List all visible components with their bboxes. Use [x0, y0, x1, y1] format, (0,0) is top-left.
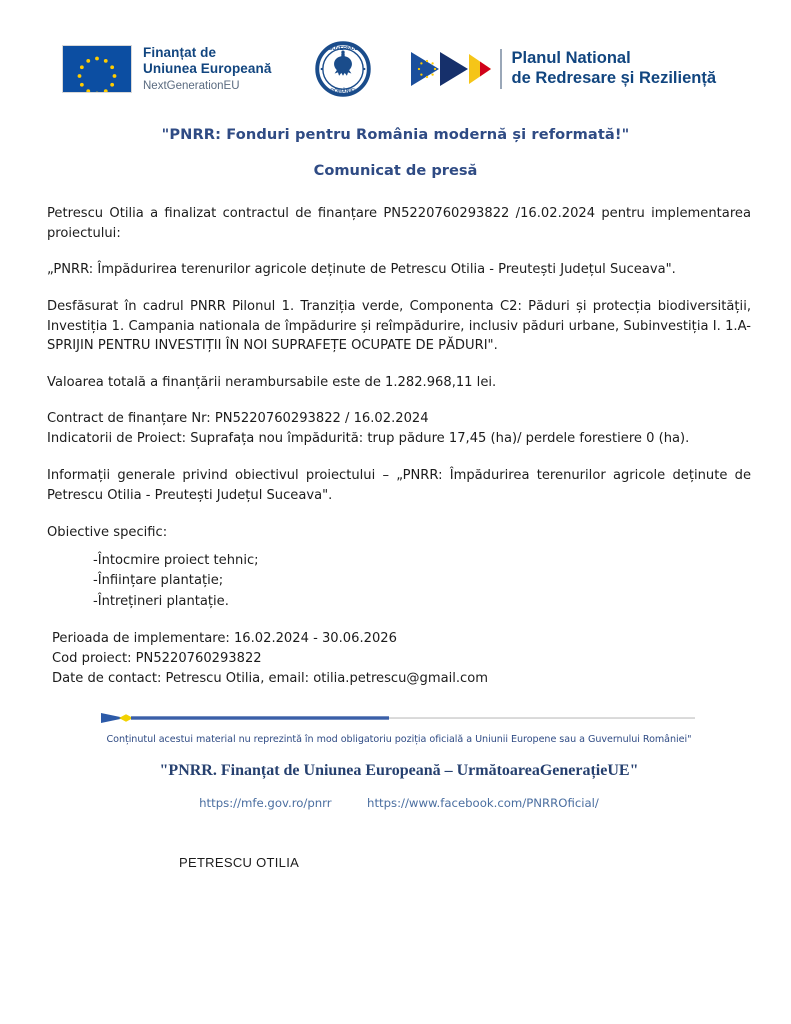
- pnrr-logo: [409, 47, 716, 91]
- project-indicators-line: Indicatorii de Proiect: Suprafața nou împădurită: trup pădure 17,45 (ha)/ perdele forestiere 0 (ha).: [47, 431, 690, 447]
- eu-logo-line1: Finanțat de: [143, 44, 217, 60]
- paragraph-general-info: Informații generale privind obiectivul proiectului – „PNRR: Împădurirea terenurilor agricole deținute de Petrescu Otilia - Preutești Județul Suceava".: [47, 468, 751, 503]
- contract-number-line: Contract de finanțare Nr: PN5220760293822 / 16.02.2024: [47, 411, 429, 427]
- contact-details: [47, 629, 751, 689]
- list-item: -Întocmire proiect tehnic;: [93, 553, 259, 569]
- document-body: [0, 204, 791, 870]
- footer-heading: "PNRR. Finanțat de Uniunea Europeană – UrmătoareaGenerațieUE": [159, 761, 639, 779]
- signature-name: PETRESCU OTILIA: [179, 854, 300, 870]
- eu-logo-line3: NextGenerationEU: [143, 79, 240, 92]
- eu-logo-line2: Uniunea Europeană: [143, 60, 272, 76]
- project-code-line: Cod proiect: PN5220760293822: [52, 650, 262, 666]
- contact-email-line: Date de contact: Petrescu Otilia, email: otilia.petrescu@gmail.com: [52, 670, 488, 686]
- pnrr-arrows-icon: [409, 47, 495, 91]
- link-mfe-pnrr[interactable]: https://mfe.gov.ro/pnrr: [199, 795, 332, 810]
- implementation-period-line: Perioada de implementare: 16.02.2024 - 30.06.2026: [52, 631, 397, 647]
- divider-arrow-icon: [99, 711, 699, 725]
- contract-details: [47, 409, 751, 449]
- pnrr-logo-text: [511, 49, 716, 89]
- objectives-title: Obiective specific:: [47, 524, 168, 540]
- paragraph-total-value: Valoarea totală a finanțării nerambursabile este de 1.282.968,11 lei.: [47, 374, 497, 390]
- eu-stars-icon: [63, 46, 131, 92]
- document-subtitle: Comunicat de presă: [313, 162, 478, 179]
- list-item: -Întrețineri plantație.: [93, 593, 229, 609]
- eu-funding-logo: [62, 45, 271, 93]
- document-footer: [47, 711, 751, 810]
- list-item: -Înființare plantație;: [93, 573, 224, 589]
- paragraph-project-name: „PNRR: Împădurirea terenurilor agricole deținute de Petrescu Otilia - Preutești Județul Suceava".: [47, 262, 676, 278]
- pnrr-logo-divider: [500, 49, 502, 89]
- footer-disclaimer: Conținutul acestui material nu reprezintă în mod obligatoriu poziția oficială a Uniunii Europene sau a Guvernului României": [106, 733, 692, 745]
- svg-text:ROMÂNIEI: ROMÂNIEI: [330, 88, 357, 95]
- paragraph-framework: Desfăsurat în cadrul PNRR Pilonul 1. Tranziția verde, Componenta C2: Păduri și protecția biodiversității, Investiția 1. Campania nationala de împădurire și reîmpădurire, inclusiv păduri urbane, Subinvestiția I. 1.A- SPRIJIN PENTRU INVESTIȚII ÎN NOI SUPRAFEȚE OCUPATE DE PĂDURI".: [47, 298, 751, 354]
- pnrr-logo-line1: Planul National: [511, 49, 631, 68]
- eu-flag-icon: [62, 45, 132, 93]
- paragraph-intro: Petrescu Otilia a finalizat contractul de finanțare PN5220760293822 /16.02.2024 pentru implementarea proiectului:: [47, 206, 751, 241]
- link-facebook-pnrr[interactable]: https://www.facebook.com/PNRROficial/: [367, 795, 599, 810]
- svg-text:GUVERNUL: GUVERNUL: [328, 45, 359, 52]
- logo-header: [0, 0, 791, 102]
- footer-links: [47, 796, 751, 810]
- objectives-list: [47, 551, 751, 612]
- decorative-divider: [47, 711, 751, 725]
- romanian-government-seal-icon: [315, 41, 371, 97]
- document-title: "PNRR: Fonduri pentru România modernă și reformată!": [161, 126, 630, 143]
- eu-logo-text: [143, 45, 271, 93]
- pnrr-logo-line2: de Redresare și Reziliență: [511, 69, 716, 87]
